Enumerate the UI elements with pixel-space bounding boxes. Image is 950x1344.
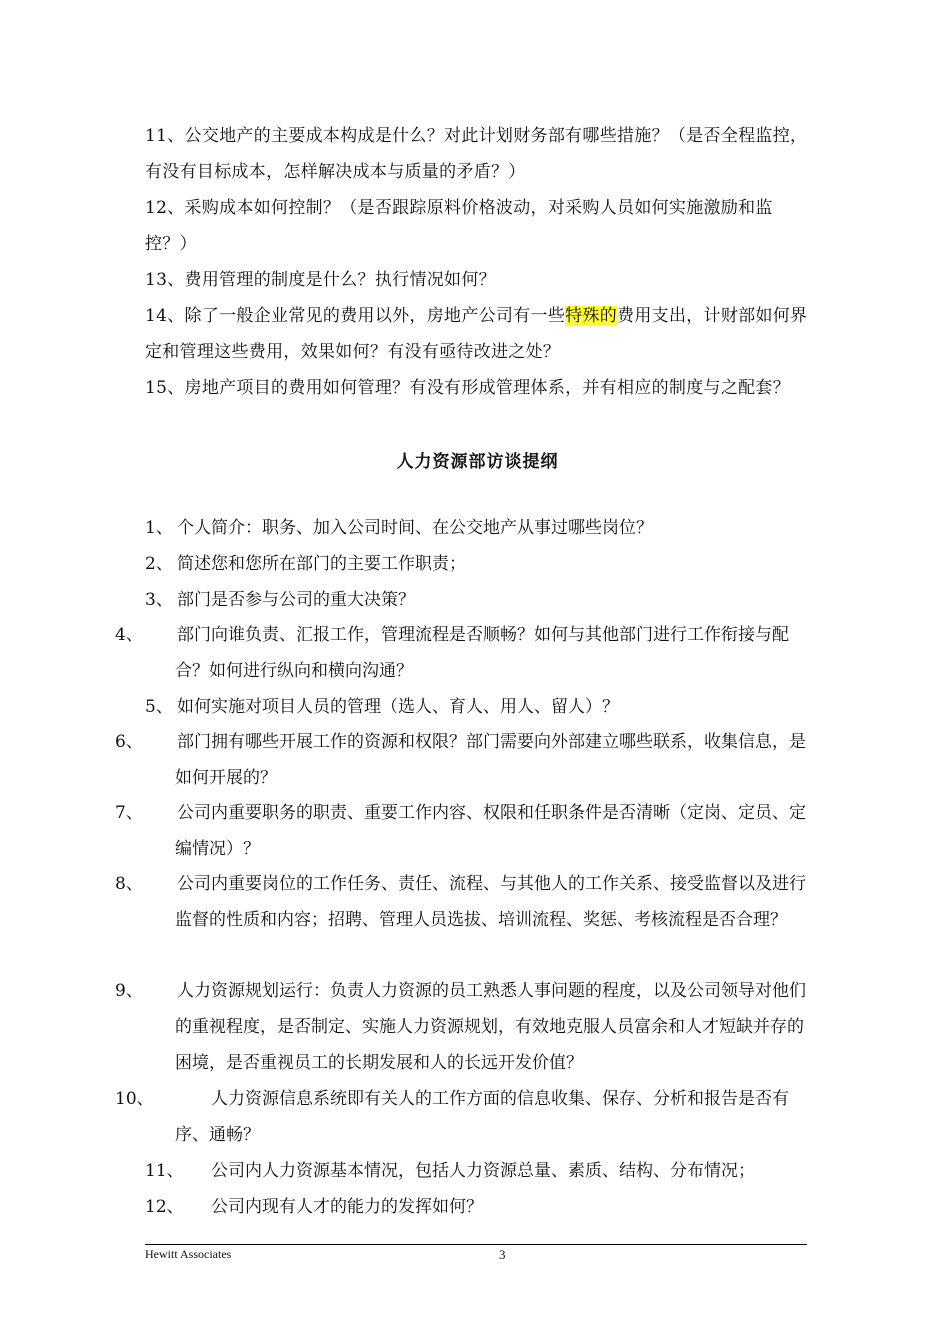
question-15: 15、房地产项目的费用如何管理？有没有形成管理体系，并有相应的制度与之配套？ bbox=[145, 378, 791, 398]
item-text: 人力资源信息系统即有关人的工作方面的信息收集、保存、分析和报告是否有序、通畅？ bbox=[175, 1089, 789, 1145]
item-number: 7、 bbox=[115, 803, 143, 823]
item-text: 公司内人力资源基本情况，包括人力资源总量、素质、结构、分布情况； bbox=[211, 1161, 755, 1181]
footer-divider bbox=[145, 1244, 807, 1245]
item-text: 公司内重要岗位的工作任务、责任、流程、与其他人的工作关系、接受监督以及进行监督的性质和内容；招聘、管理人员选拔、培训流程、奖惩、考核流程是否合理？ bbox=[175, 874, 806, 930]
hr-item-3 bbox=[145, 582, 810, 618]
footer-company: Hewitt Associates bbox=[145, 1247, 232, 1261]
hr-item-8 bbox=[115, 866, 810, 938]
item-number: 2、 bbox=[145, 554, 173, 574]
item-number: 8、 bbox=[115, 874, 143, 894]
item-text: 公司内现有人才的能力的发挥如何？ bbox=[211, 1197, 483, 1217]
item-text: 部门是否参与公司的重大决策？ bbox=[177, 590, 415, 610]
item-text: 简述您和您所在部门的主要工作职责； bbox=[177, 554, 466, 574]
hr-item-1 bbox=[145, 510, 810, 546]
highlighted-text: 特殊的 bbox=[565, 306, 618, 326]
item-text: 公司内重要职务的职责、重要工作内容、权限和任职条件是否清晰（定岗、定员、定编情况）？ bbox=[175, 803, 806, 859]
hr-item-7 bbox=[115, 795, 810, 867]
hr-item-5 bbox=[145, 689, 810, 725]
question-14-after: 费用支出，计财部如何界定和管理这些费用，效果如何？有没有亟待改进之处？ bbox=[145, 306, 808, 362]
hr-item-6 bbox=[115, 724, 810, 796]
hr-item-11 bbox=[145, 1153, 810, 1189]
question-12: 12、采购成本如何控制？（是否跟踪原料价格波动，对采购人员如何实施激励和监控？） bbox=[145, 198, 773, 254]
item-number: 4、 bbox=[115, 625, 143, 645]
hr-item-10 bbox=[115, 1081, 810, 1153]
item-number: 12、 bbox=[145, 1197, 184, 1217]
item-text: 部门向谁负责、汇报工作，管理流程是否顺畅？如何与其他部门进行工作衔接与配合？如何进行纵向和横向沟通？ bbox=[175, 625, 789, 681]
page-number: 3 bbox=[499, 1247, 506, 1262]
item-number: 6、 bbox=[115, 732, 143, 752]
hr-item-4 bbox=[115, 617, 810, 689]
item-number: 10、 bbox=[115, 1089, 154, 1109]
question-14-before: 14、除了一般企业常见的费用以外，房地产公司有一些 bbox=[145, 306, 566, 326]
question-13: 13、费用管理的制度是什么？执行情况如何？ bbox=[145, 270, 496, 290]
item-number: 1、 bbox=[145, 518, 173, 538]
section-title: 人力资源部访谈提纲 bbox=[396, 452, 559, 472]
item-text: 如何实施对项目人员的管理（选人、育人、用人、留人）？ bbox=[177, 697, 619, 717]
question-14 bbox=[145, 298, 810, 370]
item-text: 部门拥有哪些开展工作的资源和权限？部门需要向外部建立哪些联系，收集信息，是如何开展的？ bbox=[175, 732, 806, 788]
hr-item-2 bbox=[145, 546, 810, 582]
item-number: 9、 bbox=[115, 981, 143, 1001]
item-number: 5、 bbox=[145, 697, 173, 717]
question-11: 11、公交地产的主要成本构成是什么？对此计划财务部有哪些措施？（是否全程监控，有没有目标成本，怎样解决成本与质量的矛盾？） bbox=[145, 126, 808, 182]
hr-item-12 bbox=[145, 1189, 810, 1225]
item-text: 人力资源规划运行：负责人力资源的员工熟悉人事问题的程度，以及公司领导对他们的重视程度，是否制定、实施人力资源规划，有效地克服人员富余和人才短缺并存的困境，是否重视员工的长期发展和人的长远开发价值？ bbox=[175, 981, 806, 1073]
item-number: 11、 bbox=[145, 1161, 184, 1181]
item-number: 3、 bbox=[145, 590, 173, 610]
item-text: 个人简介：职务、加入公司时间、在公交地产从事过哪些岗位？ bbox=[177, 518, 653, 538]
hr-item-9 bbox=[115, 973, 810, 1081]
